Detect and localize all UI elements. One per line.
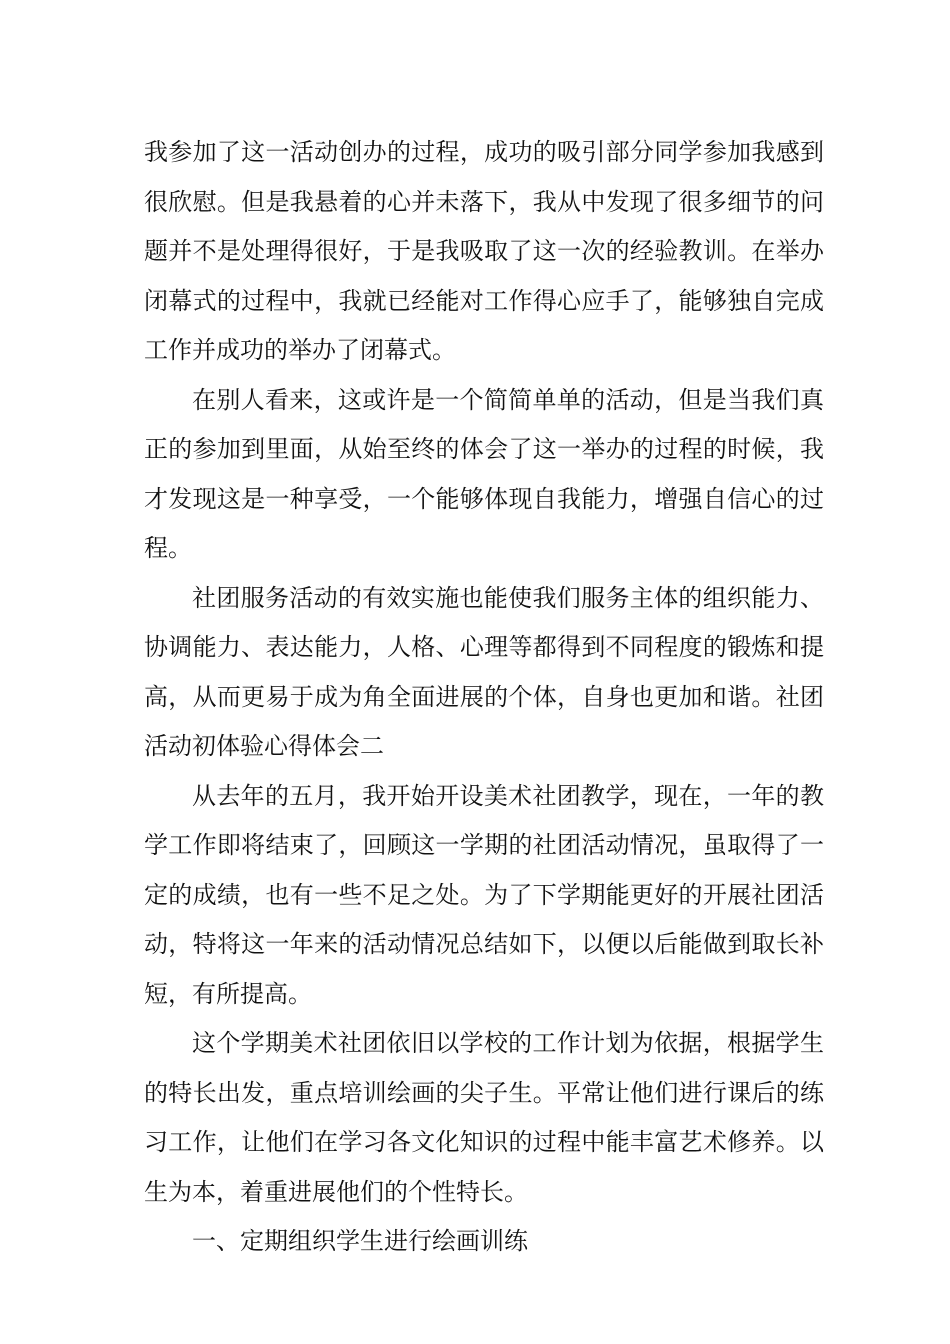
paragraph-4: 从去年的五月，我开始开设美术社团教学，现在，一年的教学工作即将结束了，回顾这一学期的社团活动情况，虽取得了一定的成绩，也有一些不足之处。为了下学期能更好的开展社团活动，特将这一年来的活动情况总结如下，以便以后能做到取长补短，有所提高。 [144, 781, 824, 1008]
document-body [144, 128, 824, 1267]
paragraph-3: 社团服务活动的有效实施也能使我们服务主体的组织能力、协调能力、表达能力，人格、心理等都得到不同程度的锻炼和提高，从而更易于成为角全面进展的个体，自身也更加和谐。社团活动初体验心得体会二 [144, 583, 824, 760]
paragraph-5: 这个学期美术社团依旧以学校的工作计划为依据，根据学生的特长出发，重点培训绘画的尖子生。平常让他们进行课后的练习工作，让他们在学习各文化知识的过程中能丰富艺术修养。以生为本，着重进展他们的个性特长。 [144, 1029, 824, 1206]
paragraph-1: 我参加了这一活动创办的过程，成功的吸引部分同学参加我感到很欣慰。但是我悬着的心并未落下，我从中发现了很多细节的问题并不是处理得很好，于是我吸取了这一次的经验教训。在举办闭幕式的过程中，我就已经能对工作得心应手了，能够独自完成工作并成功的举办了闭幕式。 [144, 138, 824, 364]
paragraph-2: 在别人看来，这或许是一个简简单单的活动，但是当我们真正的参加到里面，从始至终的体会了这一举办的过程的时候，我才发现这是一种享受，一个能够体现自我能力，增强自信心的过程。 [144, 385, 824, 562]
section-heading-1: 一、定期组织学生进行绘画训练 [192, 1227, 528, 1255]
